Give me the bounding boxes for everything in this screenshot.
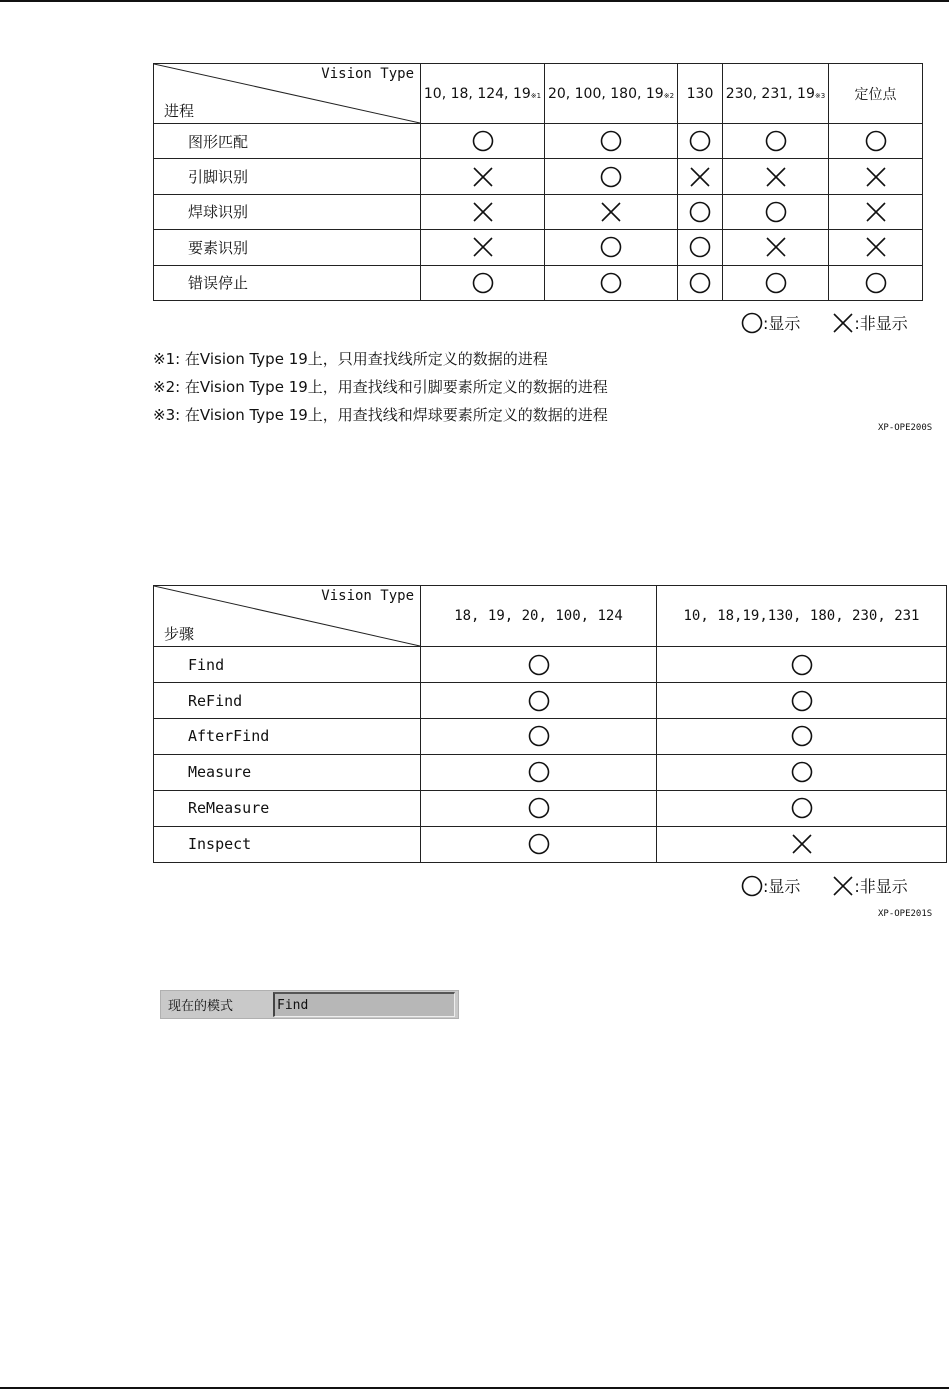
cross-icon bbox=[472, 201, 494, 223]
circle-icon bbox=[528, 833, 550, 855]
circle-icon bbox=[600, 236, 622, 258]
circle-icon bbox=[741, 312, 763, 334]
mark-cell bbox=[545, 194, 678, 229]
mark-cell bbox=[678, 159, 723, 194]
row-label: 错误停止 bbox=[154, 265, 421, 300]
cross-icon bbox=[472, 166, 494, 188]
mark-cell bbox=[723, 124, 829, 159]
mark-cell bbox=[421, 719, 657, 755]
table-row bbox=[154, 790, 947, 826]
mark-cell bbox=[421, 265, 545, 300]
mark-cell bbox=[421, 647, 657, 683]
circle-icon bbox=[741, 875, 763, 897]
legend-hidden-label: :非显示 bbox=[854, 314, 908, 333]
mark-cell bbox=[678, 265, 723, 300]
cross-icon bbox=[865, 236, 887, 258]
mark-cell bbox=[657, 647, 947, 683]
mark-cell bbox=[829, 194, 923, 229]
figure-id: XP-OPE200S bbox=[878, 423, 933, 433]
bottom-rule bbox=[0, 1387, 949, 1389]
cross-icon bbox=[832, 875, 854, 897]
current-mode-field: Find bbox=[273, 992, 455, 1017]
table-row bbox=[154, 124, 923, 159]
cross-icon bbox=[600, 201, 622, 223]
mark-cell bbox=[657, 826, 947, 862]
table-row bbox=[154, 230, 923, 265]
row-label: ReMeasure bbox=[154, 790, 421, 826]
mark-cell bbox=[657, 790, 947, 826]
row-label: ReFind bbox=[154, 683, 421, 719]
mark-cell bbox=[829, 124, 923, 159]
mark-cell bbox=[421, 826, 657, 862]
column-header: 130 bbox=[678, 64, 723, 124]
circle-icon bbox=[689, 236, 711, 258]
mark-cell bbox=[421, 124, 545, 159]
column-header: 20, 100, 180, 19※2 bbox=[545, 64, 678, 124]
circle-icon bbox=[528, 725, 550, 747]
mark-cell bbox=[829, 265, 923, 300]
circle-icon bbox=[791, 725, 813, 747]
footnotes bbox=[153, 345, 608, 429]
circle-icon bbox=[689, 130, 711, 152]
mark-cell bbox=[678, 124, 723, 159]
mark-cell bbox=[421, 683, 657, 719]
row-label: Measure bbox=[154, 754, 421, 790]
column-header: 10, 18, 124, 19※1 bbox=[421, 64, 545, 124]
circle-icon bbox=[528, 690, 550, 712]
process-table bbox=[153, 63, 923, 301]
table-row bbox=[154, 683, 947, 719]
circle-icon bbox=[791, 797, 813, 819]
table-row bbox=[154, 265, 923, 300]
mark-cell bbox=[678, 230, 723, 265]
mark-cell bbox=[545, 265, 678, 300]
row-label: 图形匹配 bbox=[154, 124, 421, 159]
footnote: ※2: 在Vision Type 19上，用查找线和引脚要素所定义的数据的进程 bbox=[153, 378, 608, 396]
figure-id: XP-OPE201S bbox=[878, 909, 933, 919]
mark-cell bbox=[421, 230, 545, 265]
mark-cell bbox=[545, 124, 678, 159]
column-header: 18, 19, 20, 100, 124 bbox=[421, 586, 657, 647]
mark-cell bbox=[657, 754, 947, 790]
mark-cell bbox=[421, 194, 545, 229]
vision-type-header: Vision Type bbox=[321, 588, 414, 604]
cross-icon bbox=[832, 312, 854, 334]
vision-type-header: Vision Type bbox=[321, 66, 414, 82]
circle-icon bbox=[472, 272, 494, 294]
mark-cell bbox=[678, 194, 723, 229]
circle-icon bbox=[791, 654, 813, 676]
mark-cell bbox=[545, 230, 678, 265]
mark-cell bbox=[723, 194, 829, 229]
row-label: 引脚识别 bbox=[154, 159, 421, 194]
circle-icon bbox=[600, 130, 622, 152]
legend bbox=[741, 311, 908, 334]
mark-cell bbox=[657, 683, 947, 719]
current-mode-label: 现在的模式 bbox=[168, 999, 234, 1014]
mark-cell bbox=[723, 159, 829, 194]
row-label: Find bbox=[154, 647, 421, 683]
row-label: Inspect bbox=[154, 826, 421, 862]
step-table-corner bbox=[154, 586, 421, 647]
row-label: 焊球识别 bbox=[154, 194, 421, 229]
cross-icon bbox=[689, 166, 711, 188]
cross-icon bbox=[472, 236, 494, 258]
row-label: 要素识别 bbox=[154, 230, 421, 265]
legend-display-label: :显示 bbox=[763, 877, 801, 896]
mark-cell bbox=[657, 719, 947, 755]
row-label: AfterFind bbox=[154, 719, 421, 755]
process-table-corner bbox=[154, 64, 421, 124]
process-header: 进程 bbox=[164, 102, 195, 121]
cross-icon bbox=[765, 236, 787, 258]
circle-icon bbox=[765, 201, 787, 223]
circle-icon bbox=[528, 797, 550, 819]
table-row bbox=[154, 194, 923, 229]
circle-icon bbox=[791, 690, 813, 712]
column-header: 10, 18,19,130, 180, 230, 231 bbox=[657, 586, 947, 647]
cross-icon bbox=[791, 833, 813, 855]
circle-icon bbox=[765, 272, 787, 294]
circle-icon bbox=[865, 130, 887, 152]
mark-cell bbox=[829, 230, 923, 265]
circle-icon bbox=[528, 654, 550, 676]
circle-icon bbox=[791, 761, 813, 783]
mark-cell bbox=[421, 790, 657, 826]
circle-icon bbox=[600, 166, 622, 188]
footnote: ※1: 在Vision Type 19上，只用查找线所定义的数据的进程 bbox=[153, 350, 548, 368]
mark-cell bbox=[421, 754, 657, 790]
circle-icon bbox=[472, 130, 494, 152]
column-header: 定位点 bbox=[829, 64, 923, 124]
mark-cell bbox=[421, 159, 545, 194]
circle-icon bbox=[689, 272, 711, 294]
step-table bbox=[153, 585, 947, 863]
table-row bbox=[154, 719, 947, 755]
column-header: 230, 231, 19※3 bbox=[723, 64, 829, 124]
mark-cell bbox=[829, 159, 923, 194]
circle-icon bbox=[528, 761, 550, 783]
circle-icon bbox=[865, 272, 887, 294]
mark-cell bbox=[723, 265, 829, 300]
current-mode-panel bbox=[160, 990, 459, 1019]
cross-icon bbox=[765, 166, 787, 188]
circle-icon bbox=[600, 272, 622, 294]
mark-cell bbox=[545, 159, 678, 194]
table-row bbox=[154, 754, 947, 790]
cross-icon bbox=[865, 201, 887, 223]
circle-icon bbox=[765, 130, 787, 152]
legend-hidden-label: :非显示 bbox=[854, 877, 908, 896]
circle-icon bbox=[689, 201, 711, 223]
table-row bbox=[154, 159, 923, 194]
legend-display-label: :显示 bbox=[763, 314, 801, 333]
footnote: ※3: 在Vision Type 19上，用查找线和焊球要素所定义的数据的进程 bbox=[153, 406, 608, 424]
cross-icon bbox=[865, 166, 887, 188]
mark-cell bbox=[723, 230, 829, 265]
legend bbox=[741, 874, 908, 897]
table-row bbox=[154, 647, 947, 683]
step-header: 步骤 bbox=[164, 625, 195, 644]
table-row bbox=[154, 826, 947, 862]
top-rule bbox=[0, 0, 949, 2]
